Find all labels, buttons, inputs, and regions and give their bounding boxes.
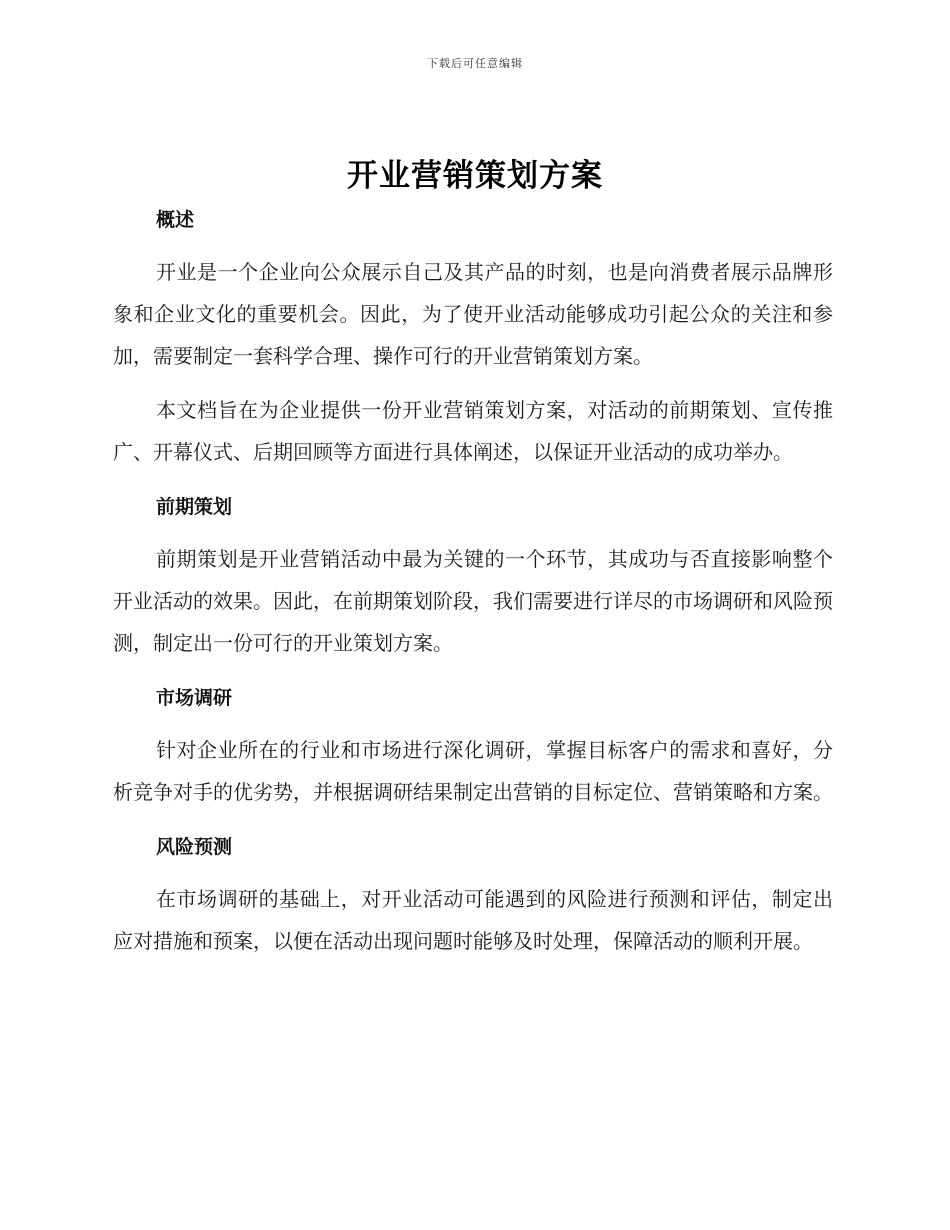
- document-title: 开业营销策划方案: [347, 158, 603, 194]
- paragraph: 本文档旨在为企业提供一份开业营销策划方案，对活动的前期策划、宣传推广、开幕仪式、后期回顾等方面进行具体阐述，以保证开业活动的成功举办。: [113, 398, 833, 464]
- paragraph: 开业是一个企业向公众展示自己及其产品的时刻，也是向消费者展示品牌形象和企业文化的重要机会。因此，为了使开业活动能够成功引起公众的关注和参加，需要制定一套科学合理、操作可行的开业营销策划方案。: [113, 260, 833, 368]
- paragraph: 针对企业所在的行业和市场进行深化调研，掌握目标客户的需求和喜好，分析竞争对手的优劣势，并根据调研结果制定出营销的目标定位、营销策略和方案。: [113, 738, 833, 804]
- paragraph: 前期策划是开业营销活动中最为关键的一个环节，其成功与否直接影响整个开业活动的效果。因此，在前期策划阶段，我们需要进行详尽的市场调研和风险预测，制定出一份可行的开业策划方案。: [113, 547, 833, 655]
- document-body: [113, 200, 833, 962]
- section-heading-overview: 概述: [156, 209, 195, 231]
- header-note: 下载后可任意编辑: [427, 57, 523, 70]
- section-heading-market-research: 市场调研: [156, 687, 233, 709]
- paragraph: 在市场调研的基础上，对开业活动可能遇到的风险进行预测和评估，制定出应对措施和预案，以便在活动出现问题时能够及时处理，保障活动的顺利开展。: [113, 887, 833, 953]
- section-heading-preliminary-planning: 前期策划: [156, 496, 233, 518]
- section-heading-risk-forecast: 风险预测: [156, 836, 233, 858]
